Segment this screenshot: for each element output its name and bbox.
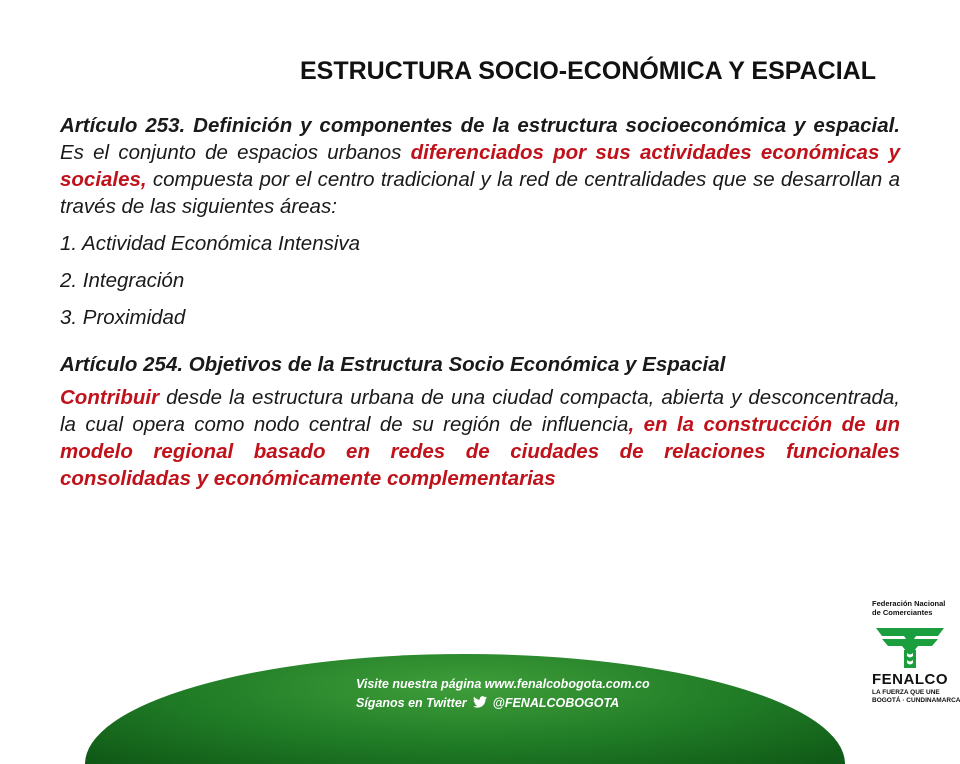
- article-253-text-a: Es el conjunto de espacios urbanos: [60, 141, 411, 164]
- article-254: [60, 384, 900, 492]
- logo-top-text: Federación Nacional de Comerciantes: [872, 599, 946, 617]
- fenalco-logo: [868, 599, 960, 718]
- twitter-bird-icon: [473, 696, 487, 711]
- logo-tagline-2: BOGOTÁ · CUNDINAMARCA: [872, 697, 960, 704]
- slide-body: [60, 112, 900, 492]
- slide-title: ESTRUCTURA SOCIO-ECONÓMICA Y ESPACIAL: [300, 57, 876, 85]
- article-254-heading: Artículo 254. Objetivos de la Estructura Socio Económica y Espacial: [60, 353, 726, 376]
- article-253-text-b: compuesta por el centro tradicional y la red de centralidades que se desarrollan a través de las siguientes áreas:: [60, 168, 900, 218]
- list-item-1: 1. Actividad Económica Intensiva: [60, 232, 361, 255]
- logo-tagline-1: LA FUERZA QUE UNE: [872, 689, 940, 696]
- article-253: [60, 112, 900, 220]
- article-254-highlight-2: , en la construcción de un modelo regional basado en redes de ciudades de relaciones funcionales consolidadas y económicamente complementarias: [60, 413, 900, 490]
- footer-twitter[interactable]: [356, 696, 619, 711]
- list-item-3: 3. Proximidad: [60, 306, 186, 329]
- footer-website[interactable]: Visite nuestra página www.fenalcobogota.com.co: [356, 677, 650, 691]
- article-254-text: desde la estructura urbana de una ciudad compacta, abierta y desconcentrada, la cual opera como nodo central de su región de influencia: [60, 386, 900, 436]
- logo-name: FENALCO: [872, 671, 948, 688]
- list-item-2: 2. Integración: [60, 269, 185, 292]
- article-253-highlight: diferenciados por sus actividades económicas y sociales,: [60, 141, 900, 191]
- article-254-highlight-1: Contribuir: [60, 386, 160, 409]
- fenalco-emblem-icon: [874, 622, 946, 670]
- article-253-heading: Artículo 253. Definición y componentes de la estructura socioeconómica y espacial.: [60, 114, 900, 137]
- footer-twitter-handle: @FENALCOBOGOTA: [492, 696, 620, 710]
- footer-twitter-prefix: Síganos en Twitter: [356, 696, 467, 710]
